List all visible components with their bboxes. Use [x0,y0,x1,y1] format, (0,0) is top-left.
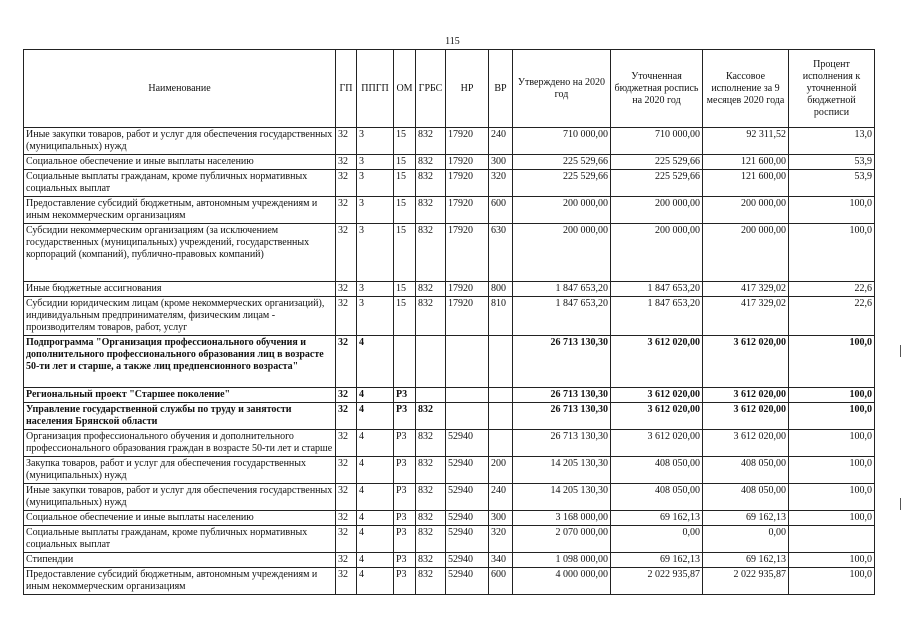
table-row [24,553,875,568]
cell-om [394,336,416,388]
cell-gp: 32 [336,457,357,484]
cell-np: 17920 [446,128,489,155]
cell-grbs: 832 [416,457,446,484]
cell-grbs: 832 [416,403,446,430]
cell-name: Закупка товаров, работ и услуг для обеспечения государственных (муниципальных) нужд [24,457,336,484]
cell-grbs: 832 [416,297,446,336]
cell-refined: 225 529,66 [611,170,703,197]
cell-approved: 26 713 130,30 [513,336,611,388]
cell-np: 52940 [446,553,489,568]
cell-grbs: 832 [416,282,446,297]
cell-refined: 3 612 020,00 [611,403,703,430]
cell-approved: 2 070 000,00 [513,526,611,553]
table-row [24,155,875,170]
header-ppgp: ППГП [357,50,394,128]
cell-name: Субсидии юридическим лицам (кроме некоммерческих организаций), индивидуальным предпринимателям, физическим лицам - производителям товаров, работ, услуг [24,297,336,336]
cell-om: P3 [394,430,416,457]
cell-refined: 69 162,13 [611,511,703,526]
cell-gp: 32 [336,297,357,336]
table-row [24,484,875,511]
cell-grbs: 832 [416,568,446,595]
cell-om: P3 [394,511,416,526]
cell-refined: 2 022 935,87 [611,568,703,595]
scan-mark [900,345,901,357]
cell-percent [789,526,875,553]
cell-vr: 200 [489,457,513,484]
cell-vr: 340 [489,553,513,568]
cell-percent: 100,0 [789,568,875,595]
cell-om: P3 [394,526,416,553]
scan-mark [900,498,901,510]
cell-refined: 1 847 653,20 [611,297,703,336]
cell-name: Субсидии некоммерческим организациям (за исключением государственных (муниципальных) учреждений, государственных корпораций (компаний), публично-правовых компаний) [24,224,336,282]
cell-refined: 3 612 020,00 [611,430,703,457]
cell-percent: 100,0 [789,484,875,511]
cell-om: 15 [394,224,416,282]
table-row [24,430,875,457]
cell-name: Управление государственной службы по труду и занятости населения Брянской области [24,403,336,430]
cell-vr: 800 [489,282,513,297]
cell-cash: 92 311,52 [703,128,789,155]
cell-cash: 69 162,13 [703,511,789,526]
table-row [24,224,875,282]
cell-gp: 32 [336,553,357,568]
cell-name: Организация профессионального обучения и дополнительного профессионального образования граждан в возрасте 50-ти лет и старше [24,430,336,457]
cell-name: Предоставление субсидий бюджетным, автономным учреждениям и иным некоммерческим организациям [24,197,336,224]
cell-cash: 200 000,00 [703,224,789,282]
cell-ppgp: 4 [357,484,394,511]
cell-om: P3 [394,403,416,430]
cell-ppgp: 3 [357,170,394,197]
cell-cash: 3 612 020,00 [703,403,789,430]
cell-om: P3 [394,388,416,403]
cell-refined: 1 847 653,20 [611,282,703,297]
cell-refined: 0,00 [611,526,703,553]
cell-name: Иные закупки товаров, работ и услуг для обеспечения государственных (муниципальных) нужд [24,128,336,155]
cell-vr: 300 [489,511,513,526]
cell-np: 17920 [446,224,489,282]
header-np: НР [446,50,489,128]
cell-vr: 320 [489,526,513,553]
cell-om: 15 [394,297,416,336]
table-row [24,297,875,336]
cell-approved: 3 168 000,00 [513,511,611,526]
cell-gp: 32 [336,197,357,224]
cell-percent: 100,0 [789,197,875,224]
header-om: ОМ [394,50,416,128]
cell-grbs: 832 [416,511,446,526]
table-row [24,511,875,526]
cell-gp: 32 [336,388,357,403]
cell-percent: 100,0 [789,336,875,388]
cell-vr: 300 [489,155,513,170]
cell-ppgp: 3 [357,155,394,170]
cell-np [446,388,489,403]
cell-cash: 3 612 020,00 [703,388,789,403]
cell-refined: 200 000,00 [611,224,703,282]
cell-grbs: 832 [416,170,446,197]
cell-np: 17920 [446,197,489,224]
cell-grbs: 832 [416,484,446,511]
cell-name: Иные бюджетные ассигнования [24,282,336,297]
cell-percent: 100,0 [789,388,875,403]
cell-gp: 32 [336,484,357,511]
cell-approved: 4 000 000,00 [513,568,611,595]
cell-vr [489,336,513,388]
cell-cash: 2 022 935,87 [703,568,789,595]
cell-approved: 26 713 130,30 [513,403,611,430]
cell-vr: 810 [489,297,513,336]
cell-np: 17920 [446,297,489,336]
cell-refined: 408 050,00 [611,457,703,484]
cell-cash: 408 050,00 [703,484,789,511]
table-row [24,282,875,297]
cell-np: 52940 [446,484,489,511]
budget-table [23,49,875,595]
cell-np: 17920 [446,282,489,297]
cell-gp: 32 [336,511,357,526]
cell-refined: 3 612 020,00 [611,336,703,388]
cell-approved: 14 205 130,30 [513,484,611,511]
cell-grbs [416,336,446,388]
header-vr: ВР [489,50,513,128]
cell-gp: 32 [336,336,357,388]
cell-grbs: 832 [416,224,446,282]
cell-grbs: 832 [416,197,446,224]
cell-vr: 600 [489,568,513,595]
cell-gp: 32 [336,128,357,155]
cell-grbs [416,388,446,403]
header-cash: Кассовое исполнение за 9 месяцев 2020 года [703,50,789,128]
header-percent: Процент исполнения к уточненной бюджетной росписи [789,50,875,128]
cell-vr: 240 [489,128,513,155]
cell-vr [489,430,513,457]
cell-approved: 710 000,00 [513,128,611,155]
cell-percent: 100,0 [789,224,875,282]
table-row [24,170,875,197]
header-gp: ГП [336,50,357,128]
cell-gp: 32 [336,224,357,282]
cell-name: Стипендии [24,553,336,568]
cell-cash: 3 612 020,00 [703,336,789,388]
cell-ppgp: 3 [357,197,394,224]
cell-name: Социальное обеспечение и иные выплаты населению [24,155,336,170]
cell-percent: 100,0 [789,403,875,430]
cell-np: 52940 [446,430,489,457]
header-approved: Утверждено на 2020 год [513,50,611,128]
cell-np: 17920 [446,170,489,197]
page-number: 115 [445,36,460,47]
cell-percent: 100,0 [789,430,875,457]
table-row [24,457,875,484]
cell-vr [489,388,513,403]
cell-name: Социальные выплаты гражданам, кроме публичных нормативных социальных выплат [24,526,336,553]
cell-ppgp: 4 [357,511,394,526]
cell-percent: 100,0 [789,457,875,484]
cell-om: 15 [394,197,416,224]
cell-approved: 26 713 130,30 [513,430,611,457]
cell-name: Региональный проект "Старшее поколение" [24,388,336,403]
table-row [24,568,875,595]
cell-cash: 121 600,00 [703,155,789,170]
cell-vr: 600 [489,197,513,224]
cell-percent: 22,6 [789,297,875,336]
table-row [24,403,875,430]
cell-np [446,403,489,430]
cell-percent: 53,9 [789,155,875,170]
cell-cash: 408 050,00 [703,457,789,484]
cell-cash: 417 329,02 [703,282,789,297]
cell-grbs: 832 [416,155,446,170]
cell-om: P3 [394,457,416,484]
table-row [24,388,875,403]
cell-om: P3 [394,568,416,595]
cell-grbs: 832 [416,553,446,568]
cell-name: Социальные выплаты гражданам, кроме публичных нормативных социальных выплат [24,170,336,197]
cell-np: 52940 [446,457,489,484]
cell-approved: 225 529,66 [513,170,611,197]
cell-refined: 3 612 020,00 [611,388,703,403]
cell-cash: 417 329,02 [703,297,789,336]
header-name: Наименование [24,50,336,128]
cell-gp: 32 [336,170,357,197]
cell-np: 52940 [446,568,489,595]
cell-gp: 32 [336,526,357,553]
cell-vr [489,403,513,430]
cell-cash: 0,00 [703,526,789,553]
cell-refined: 200 000,00 [611,197,703,224]
cell-gp: 32 [336,430,357,457]
cell-approved: 1 098 000,00 [513,553,611,568]
cell-ppgp: 4 [357,430,394,457]
cell-ppgp: 4 [357,388,394,403]
cell-ppgp: 3 [357,282,394,297]
cell-cash: 3 612 020,00 [703,430,789,457]
cell-om: P3 [394,553,416,568]
cell-om: P3 [394,484,416,511]
cell-vr: 320 [489,170,513,197]
cell-percent: 53,9 [789,170,875,197]
cell-gp: 32 [336,282,357,297]
cell-ppgp: 4 [357,403,394,430]
cell-cash: 200 000,00 [703,197,789,224]
table-row [24,336,875,388]
header-refined: Уточненная бюджетная роспись на 2020 год [611,50,703,128]
cell-np: 52940 [446,511,489,526]
cell-approved: 26 713 130,30 [513,388,611,403]
cell-refined: 69 162,13 [611,553,703,568]
table-row [24,197,875,224]
cell-ppgp: 3 [357,224,394,282]
cell-percent: 22,6 [789,282,875,297]
cell-om: 15 [394,170,416,197]
cell-approved: 14 205 130,30 [513,457,611,484]
cell-grbs: 832 [416,430,446,457]
cell-name: Предоставление субсидий бюджетным, автономным учреждениям и иным некоммерческим организациям [24,568,336,595]
cell-name: Иные закупки товаров, работ и услуг для обеспечения государственных (муниципальных) нужд [24,484,336,511]
cell-ppgp: 4 [357,553,394,568]
cell-cash: 69 162,13 [703,553,789,568]
cell-om: 15 [394,128,416,155]
cell-om: 15 [394,282,416,297]
cell-np: 52940 [446,526,489,553]
cell-refined: 710 000,00 [611,128,703,155]
cell-refined: 408 050,00 [611,484,703,511]
cell-percent: 100,0 [789,553,875,568]
cell-np: 17920 [446,155,489,170]
table-body [24,128,875,595]
cell-approved: 200 000,00 [513,197,611,224]
table-row [24,526,875,553]
cell-ppgp: 3 [357,128,394,155]
cell-grbs: 832 [416,526,446,553]
cell-grbs: 832 [416,128,446,155]
table-header-row [24,50,875,128]
cell-ppgp: 4 [357,336,394,388]
table-row [24,128,875,155]
cell-gp: 32 [336,568,357,595]
cell-gp: 32 [336,403,357,430]
cell-ppgp: 4 [357,457,394,484]
cell-ppgp: 4 [357,568,394,595]
cell-name: Подпрограмма "Организация профессионального обучения и дополнительного профессионального образования лиц в возрасте 50-ти лет и старше, а также лиц предпенсионного возраста" [24,336,336,388]
cell-cash: 121 600,00 [703,170,789,197]
cell-percent: 100,0 [789,511,875,526]
cell-name: Социальное обеспечение и иные выплаты населению [24,511,336,526]
header-grbs: ГРБС [416,50,446,128]
cell-vr: 240 [489,484,513,511]
cell-ppgp: 3 [357,297,394,336]
cell-vr: 630 [489,224,513,282]
cell-gp: 32 [336,155,357,170]
cell-ppgp: 4 [357,526,394,553]
cell-approved: 200 000,00 [513,224,611,282]
cell-approved: 1 847 653,20 [513,297,611,336]
cell-percent: 13,0 [789,128,875,155]
cell-refined: 225 529,66 [611,155,703,170]
cell-approved: 225 529,66 [513,155,611,170]
cell-np [446,336,489,388]
cell-om: 15 [394,155,416,170]
cell-approved: 1 847 653,20 [513,282,611,297]
